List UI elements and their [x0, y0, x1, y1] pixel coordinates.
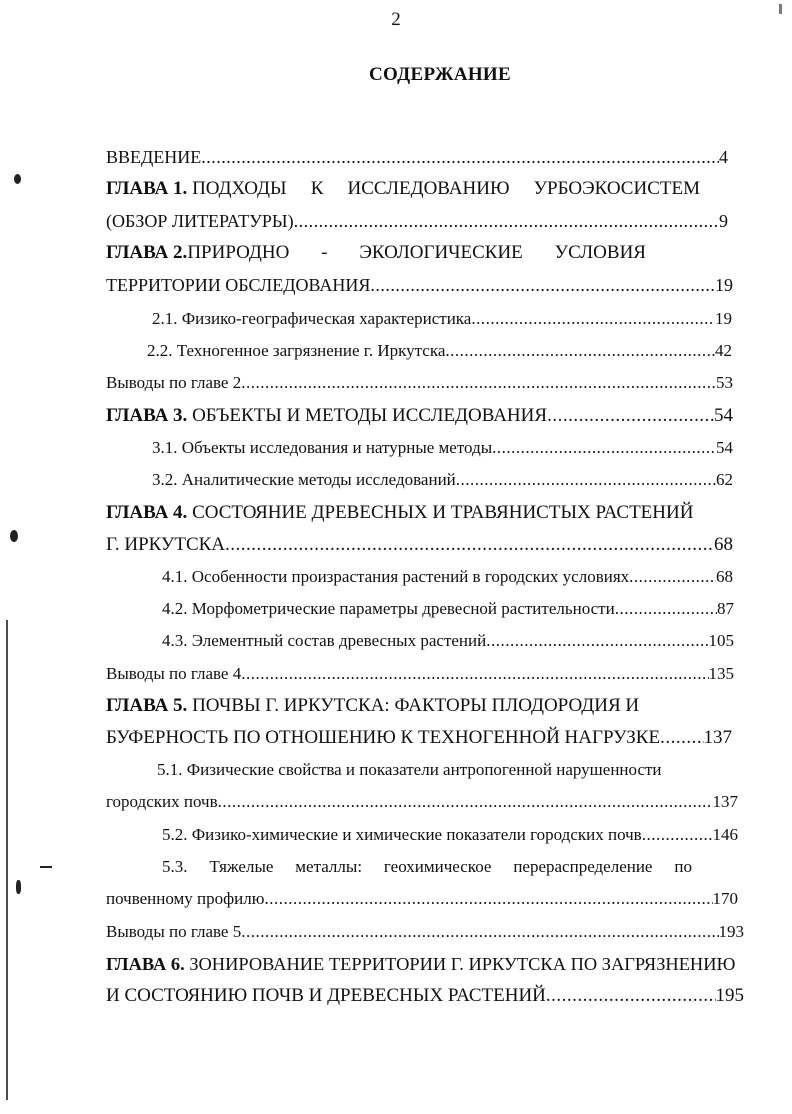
chapter-label: ГЛАВА 3. [106, 405, 188, 426]
scan-speck [40, 866, 52, 868]
toc-entry-text: 5.2. Физико-химические и химические показатели городских почв [162, 825, 642, 844]
toc-page-number: 137 [703, 727, 732, 748]
toc-conclusions-4 [106, 659, 734, 689]
toc-chapter-3 [106, 401, 733, 431]
word: ИССЛЕДОВАНИЮ [347, 178, 510, 199]
toc-entry-text: городских почв [106, 792, 218, 811]
toc-chapter-1-line-1 [106, 174, 700, 204]
word: К [310, 178, 324, 199]
justified-heading [162, 852, 692, 882]
toc-section-2-1 [152, 304, 732, 334]
toc-page-number: 53 [716, 373, 733, 392]
toc-entry-text: 2.1. Физико-географическая характеристика [152, 309, 472, 328]
leader-dots [546, 981, 716, 1011]
leader-dots [201, 142, 719, 172]
toc-conclusions-2 [106, 368, 733, 398]
scan-speck [16, 880, 21, 894]
leader-dots [471, 304, 715, 334]
toc-chapter-4-line-2 [106, 530, 733, 560]
scan-speck [10, 530, 18, 542]
leader-dots [241, 659, 708, 689]
word: по [674, 857, 692, 876]
toc-entry-text: 2.2. Техногенное загрязнение г. Иркутска [147, 341, 446, 360]
toc-section-2-2 [147, 336, 732, 366]
toc-page-number: 19 [715, 309, 732, 328]
chapter-label: ГЛАВА 1. [106, 178, 188, 199]
scan-speck [14, 174, 21, 184]
leader-dots [660, 723, 703, 753]
chapter-label: ГЛАВА 2. [106, 242, 188, 263]
leader-dots [241, 917, 718, 947]
toc-entry-text: 4.3. Элементный состав древесных растений [162, 631, 487, 650]
leader-dots [294, 206, 719, 236]
toc-page-number: 4 [719, 147, 728, 167]
leader-dots [264, 884, 712, 914]
word: ПОДХОДЫ [192, 178, 287, 199]
toc-page-number: 19 [715, 275, 733, 295]
toc-page-number: 193 [718, 922, 744, 941]
page-number: 2 [391, 9, 401, 30]
leader-dots [445, 336, 715, 366]
leader-dots [218, 787, 713, 817]
word: 5.3. [162, 857, 188, 876]
toc-intro [106, 142, 728, 172]
toc-page-number: 9 [719, 211, 728, 231]
leader-dots [492, 433, 716, 463]
toc-page-number: 146 [712, 825, 738, 844]
chapter-label: ГЛАВА 4. [106, 502, 188, 523]
toc-chapter-6-line-1 [106, 949, 736, 979]
toc-page-number: 68 [716, 567, 733, 586]
toc-entry-text: БУФЕРНОСТЬ ПО ОТНОШЕНИЮ К ТЕХНОГЕННОЙ НАГРУЗКЕ [106, 727, 661, 748]
toc-section-3-2 [152, 465, 733, 495]
toc-entry-text: ВВЕДЕНИЕ [106, 147, 202, 167]
leader-dots [370, 270, 715, 300]
toc-chapter-2-line-2 [106, 270, 733, 300]
toc-section-4-3 [162, 626, 734, 656]
toc-entry-text: 3.1. Объекты исследования и натурные методы [152, 438, 493, 457]
leader-dots [615, 594, 717, 624]
word: ЭКОЛОГИЧЕСКИЕ [359, 242, 523, 263]
word: геохимическое [383, 857, 492, 876]
toc-section-5-3-line-2 [106, 884, 738, 914]
word: ПРИРОДНО [187, 242, 290, 263]
word: Тяжелые [209, 857, 274, 876]
toc-entry-text: Выводы по главе 2 [106, 373, 242, 392]
scan-edge-line [6, 620, 8, 1100]
toc-chapter-5-line-2 [106, 723, 732, 753]
toc-entry-text: 4.2. Морфометрические параметры древесной растительности [162, 599, 615, 618]
word: - [321, 242, 328, 263]
toc-chapter-5-line-1 [106, 691, 666, 721]
toc-section-5-1-line-1 [157, 755, 737, 785]
toc-page-number: 137 [712, 792, 738, 811]
toc-section-4-2 [162, 594, 734, 624]
toc-section-5-3-line-1 [162, 852, 692, 882]
toc-entry-text: 4.1. Особенности произрастания растений в городских условиях [162, 567, 630, 586]
justified-heading [192, 174, 700, 204]
toc-entry-text: ОБЪЕКТЫ И МЕТОДЫ ИССЛЕДОВАНИЯ [192, 405, 548, 426]
toc-section-3-1 [152, 433, 733, 463]
toc-section-4-1 [162, 562, 733, 592]
leader-dots [456, 465, 716, 495]
toc-entry-text: 3.2. Аналитические методы исследований [152, 470, 456, 489]
toc-page-number: 62 [716, 470, 733, 489]
toc-section-5-1-line-2 [106, 787, 738, 817]
toc-entry-text: ПОЧВЫ Г. ИРКУТСКА: ФАКТОРЫ ПЛОДОРОДИЯ И [192, 695, 640, 716]
toc-entry-text: ЗОНИРОВАНИЕ ТЕРРИТОРИИ Г. ИРКУТСКА ПО ЗАГРЯЗНЕНИЮ [189, 954, 736, 974]
leader-dots [629, 562, 716, 592]
leader-dots [642, 820, 713, 850]
toc-entry-text: Г. ИРКУТСКА [106, 534, 226, 555]
toc-page-number: 68 [714, 534, 733, 555]
page-title: СОДЕРЖАНИЕ [369, 64, 511, 85]
toc-entry-text: СОСТОЯНИЕ ДРЕВЕСНЫХ И ТРАВЯНИСТЫХ РАСТЕНИЙ [192, 502, 694, 523]
toc-entry-text: И СОСТОЯНИЮ ПОЧВ И ДРЕВЕСНЫХ РАСТЕНИЙ [106, 985, 546, 1006]
toc-conclusions-5 [106, 917, 744, 947]
toc-entry-text: Выводы по главе 4 [106, 664, 242, 683]
word: УРБОЭКОСИСТЕМ [533, 178, 700, 199]
toc-chapter-6-line-2 [106, 981, 744, 1011]
word: перераспределение [513, 857, 653, 876]
leader-dots [225, 530, 714, 560]
toc-page-number: 170 [712, 889, 738, 908]
toc-entry-text: Выводы по главе 5 [106, 922, 242, 941]
toc-entry-text: почвенному профилю [106, 889, 265, 908]
chapter-label: ГЛАВА 5. [106, 695, 188, 716]
toc-page-number: 54 [716, 438, 733, 457]
toc-entry-text: ТЕРРИТОРИИ ОБСЛЕДОВАНИЯ [106, 275, 371, 295]
toc-page-number: 135 [708, 664, 734, 683]
scan-speck [779, 4, 782, 14]
toc-entry-text: (ОБЗОР ЛИТЕРАТУРЫ) [106, 211, 294, 231]
toc-page-number: 87 [717, 599, 734, 618]
toc-page-number: 105 [708, 631, 734, 650]
toc-entry-text: 5.1. Физические свойства и показатели антропогенной нарушенности [157, 760, 662, 779]
toc-chapter-4-line-1 [106, 498, 706, 528]
toc-page-number: 42 [715, 341, 732, 360]
leader-dots [241, 368, 716, 398]
word: УСЛОВИЯ [554, 242, 646, 263]
toc-section-5-2 [162, 820, 738, 850]
toc-page-number: 54 [714, 405, 733, 426]
toc-page-number: 195 [715, 985, 744, 1006]
chapter-label: ГЛАВА 6. [106, 954, 185, 974]
leader-dots [547, 401, 714, 431]
toc-chapter-1-line-2 [106, 206, 728, 236]
word: металлы: [295, 857, 363, 876]
leader-dots [486, 626, 708, 656]
justified-heading [187, 238, 646, 268]
toc-chapter-2-line-1 [106, 238, 646, 268]
